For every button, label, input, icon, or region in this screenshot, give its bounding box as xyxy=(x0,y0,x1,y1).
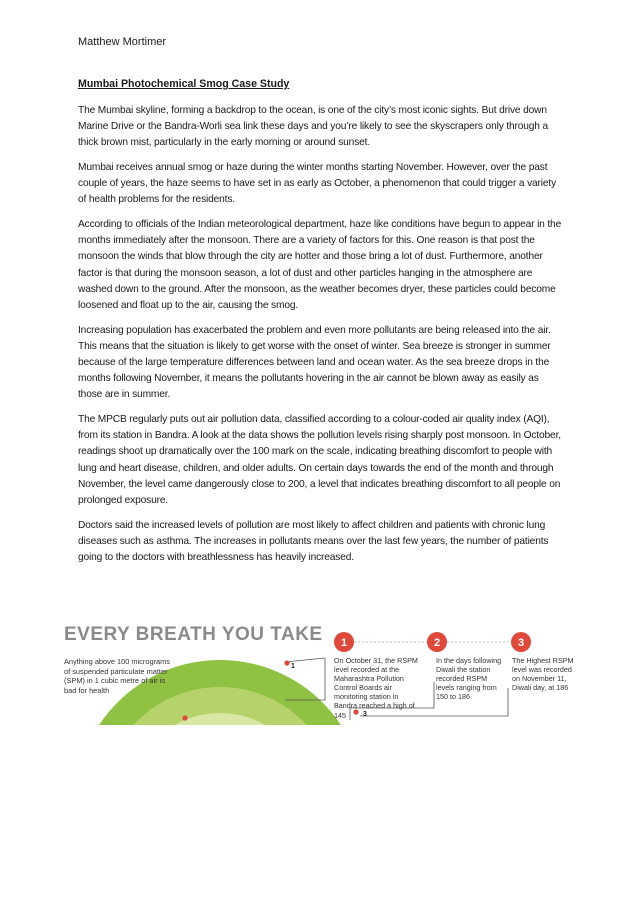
paragraph: According to officials of the Indian meteorological department, haze like conditions have begun to appear in the months immediately after the monsoon. There are a variety of factors for this. One reason is that post the monsoon the winds that blow through the city are hotter and those bring a lot of dust. Furthermore, another factor is that during the monsoon season, a lot of dust and other particles hanging in the atmosphere are washed down to the ground. After the monsoon, as the weather becomes dryer, these particles could become loosened and float up to the air, causing the smog. xyxy=(78,219,562,312)
infographic-title: EVERY BREATH YOU TAKE xyxy=(64,624,323,645)
marker-number-1: 1 xyxy=(340,637,348,649)
marker-text-1: On October 31, the RSPM level recorded at the Maharashtra Pollution Control Boards air monitoring station in Bandra reached a high of 145 xyxy=(334,656,418,720)
marker-text-2: In the days following Diwali the station recorded RSPM levels ranging from 150 to 186 xyxy=(436,656,502,702)
document-body xyxy=(78,103,562,575)
smog-infographic xyxy=(60,620,580,725)
paragraph: Mumbai receives annual smog or haze during the winter months starting November. However, over the past couple of years, the haze seems to have set in as early as October, a phenomenon that could trigger a variety of health problems for the residents. xyxy=(78,162,557,206)
marker-number-3: 3 xyxy=(517,637,525,649)
paragraph: Doctors said the increased levels of pollution are most likely to affect children and patients with chronic lung diseases such as asthma. The increases in pollutants means over the last few years, the number of patients going to the doctors with breathlessness has heavily increased. xyxy=(78,519,549,564)
marker-number-2: 2 xyxy=(433,637,441,649)
paragraph: The Mumbai skyline, forming a backdrop to the ocean, is one of the city’s most iconic sights. But drive down Marine Drive or the Bandra-Worli sea link these days and you’re likely to see the skyscrapers only through a thick brown mist, particularly in the early morning or around sunset. xyxy=(78,105,549,149)
author-name: Matthew Mortimer xyxy=(78,36,167,48)
marker-text-3: The Highest RSPM level was recorded on November 11, Diwali day, at 186 xyxy=(512,656,574,693)
infographic-note: Anything above 100 micrograms of suspended particulate matter (SPM) in 1 cubic metre of air is bad for health xyxy=(64,657,170,695)
band-number: 3 xyxy=(363,711,367,718)
reading-point xyxy=(284,660,289,665)
connector-line-1 xyxy=(285,658,325,662)
document-title: Mumbai Photochemical Smog Case Study xyxy=(78,78,290,90)
band-number: 1 xyxy=(291,663,295,670)
paragraph: The MPCB regularly puts out air pollution data, classified according to a colour-coded air quality index (AQI), from its station in Bandra. A look at the data shows the pollution levels rising sharply post monsoon. In October, readings shoot up dramatically over the 100 mark on the scale, indicating breathing discomfort to people with lung and heart disease, children, and older adults. On certain days towards the end of the month and through November, the level came dangerously close to 200, a level that indicates breathing discomfort to all people on prolonged exposure. xyxy=(78,414,561,507)
paragraph: Increasing population has exacerbated the problem and even more pollutants are being released into the air. This means that the situation is likely to get worse with the onset of winter. Sea breeze is stronger in summer because of the large temperature differences between land and ocean water. As the sea breeze drops in the months following November, it means the pollutants hovering in the air cannot be blown away as easily as those are in summer. xyxy=(78,324,551,401)
reading-point xyxy=(182,715,187,720)
